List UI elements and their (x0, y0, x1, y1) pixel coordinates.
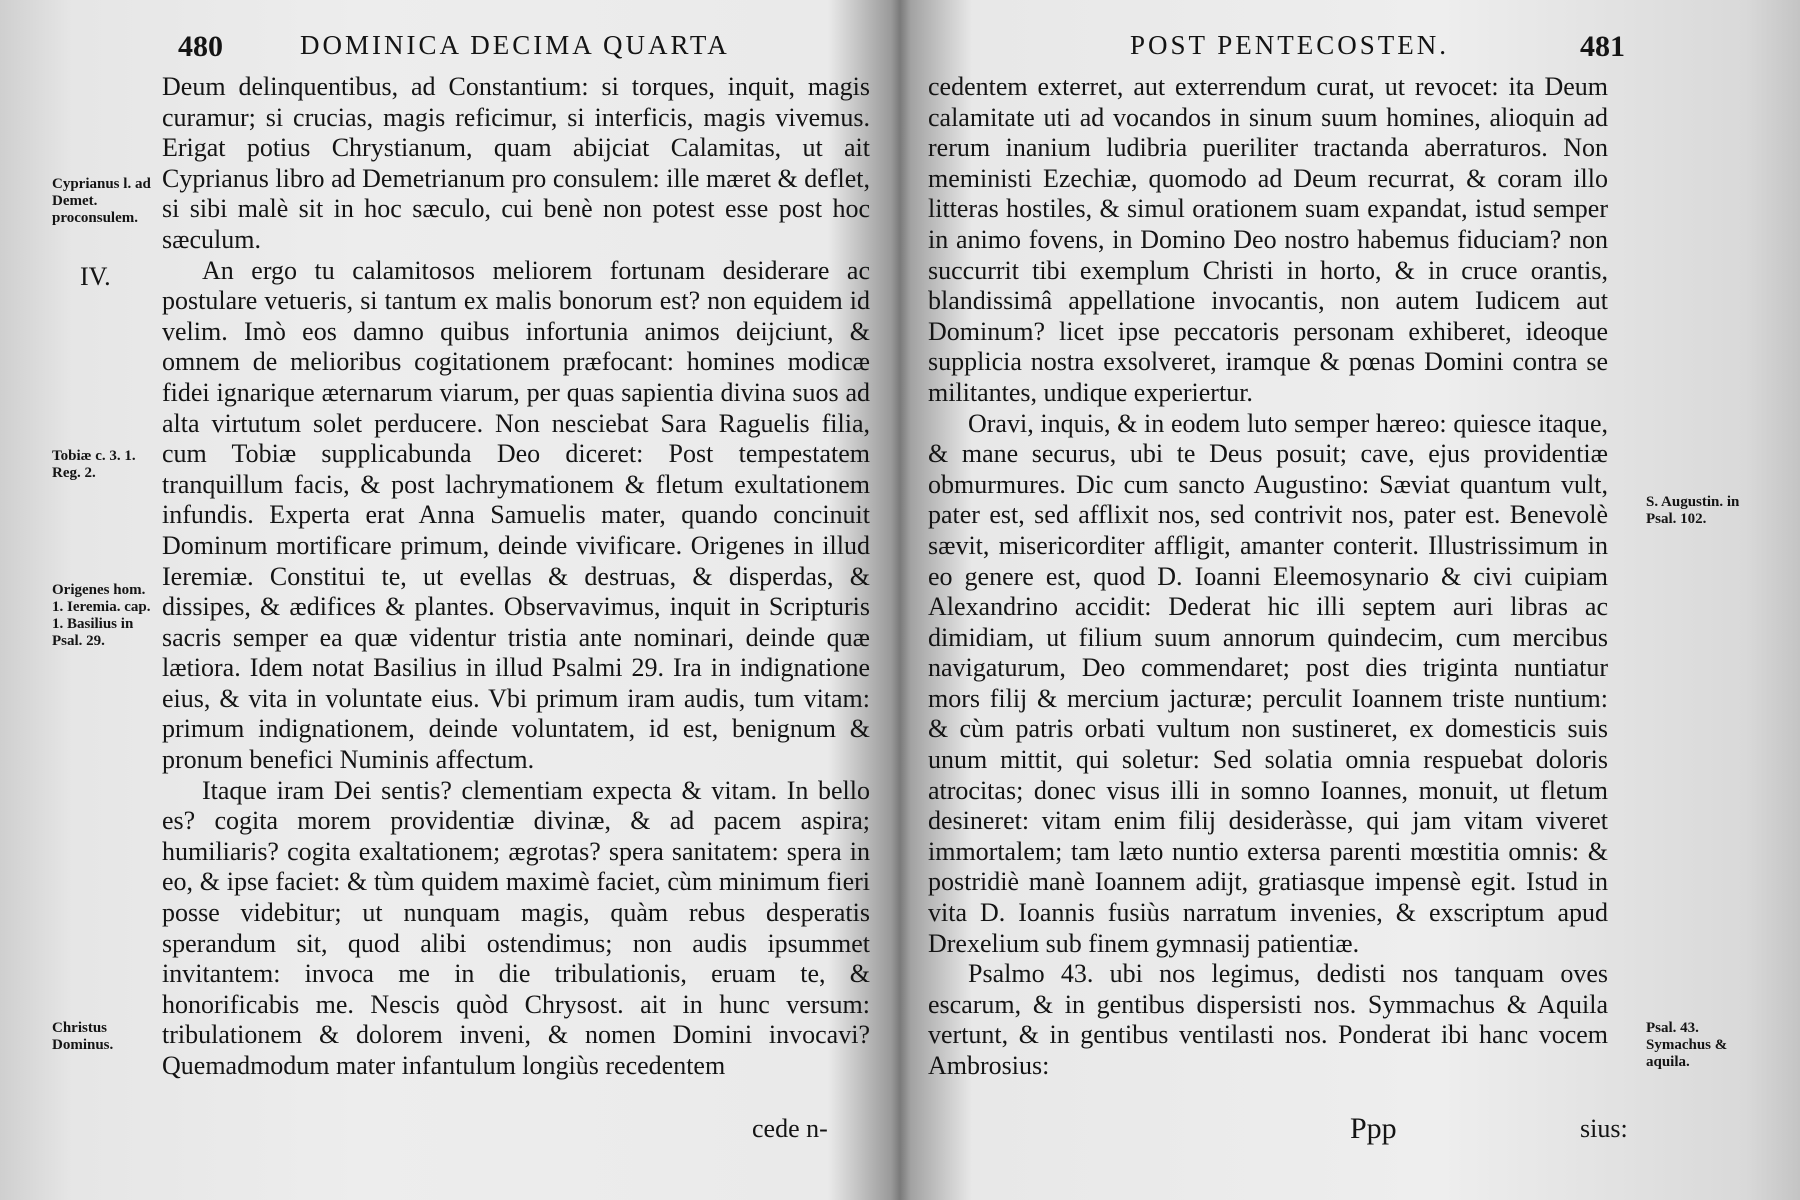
paragraph: An ergo tu calamitosos meliorem fortunam desiderare ac postulare vetueris, si tantum ex malis bonorum est? non equidem id velim. Imò eos damno quibus infortunia animos deijciunt, & omnem de melioribus cogitationem præfocant: homines modicæ fidei ignarique æternarum viarum, per quas sapientia divina suos ad alta virtutum solet perducere. Non nesciebat Sara Raguelis filia, cum Tobiæ supplicabunda Deo diceret: Post tempestatem tranquillum facis, & post lachrymationem & fletum exultationem infundis. Experta erat Anna Samuelis mater, quando concinuit Dominum mortificare primum, deinde vivificare. Origenes in illud Ieremiæ. Constitui te, ut evellas & destruas, & disperdas, & dissipes, & ædifices & plantes. Observavimus, inquit in Scripturis sacris semper ea quæ videntur tristia ante nominari, deinde quæ lætiora. Idem notat Basilius in illud Psalmi 29. Ira in indignatione eius, & vita in voluntate eius. Vbi primum iram audis, tum vitam: primum indignationem, deinde voluntatem, id est, benignum & pronum benefici Numinis affectum. (162, 255, 870, 775)
catchword: sius: (1580, 1114, 1628, 1143)
section-numeral: IV. (80, 262, 111, 291)
marginal-note: Tobiæ c. 3. 1. Reg. 2. (52, 448, 136, 481)
right-page-text (928, 72, 1608, 1082)
right-page (890, 0, 1800, 1200)
marginal-note: S. Augustin. in Psal. 102. (1646, 494, 1740, 527)
paragraph: Oravi, inquis, & in eodem luto semper hæreo: quiesce itaque, & mane securus, ubi te Deus posuit; cave, ejus providentiæ obmurmures. Dic cum sancto Augustino: Sæviat quantum vult, pater est, sed afflixit nos, sed contrivit nos, pater est. Benevolè sævit, misericorditer affligit, amanter conterit. Illustrissimum in eo genere est, quod D. Ioanni Eleemosynario & civi cuipiam Alexandrino accidit: Dederat hic illi septem auri libras ac dimidiam, ut filium suum annorum quindecim, cum mercibus navigaturum, Deo commendaret; post dies triginta nuntiatur mors filij & mercium jacturæ; perculit Ioannem triste nuntium: & cùm patris orbati vultum non sustineret, ex domesticis suis unum mittit, qui soletur: Sed solatia omnia respuebat doloris atrocitas; donec visus illi in somno Ioannes, monuit, ut fletum desineret: vitam enim filij desideràsse, qui jam vitam viveret immortalem; tam læto nuntio extersa parenti mœstitia omnis: & postridiè manè Ioannem adijt, gratiasque impensè egit. Istud in vita D. Ioannis fusiùs narratum invenies, & exscriptum apud Drexelium sub finem gymnasij patientiæ. (928, 408, 1608, 958)
left-page (0, 0, 890, 1200)
paragraph: Psalmo 43. ubi nos legimus, dedisti nos tanquam oves escarum, & in gentibus dispersisti nos. Symmachus & Aquila vertunt, & in gentibus ventilasti nos. Ponderat ibi hanc vocem Ambrosius: (928, 959, 1608, 1080)
paragraph: Itaque iram Dei sentis? clementiam expecta & vitam. In bello es? cogita morem providentiæ divinæ, & ad pacem aspira; humiliaris? cogita exaltationem; ægrotas? spera sanitatem: spera in eo, & ipse faciet: & tùm quidem maximè faciet, cùm minimum fieri posse videbitur; ut nunquam magis, quàm rebus desperatis sperandum sit, quod alibi ostendimus; non audis ipsummet invitantem: invoca me in die tribulationis, eruam te, & honorificabis me. Nescis quòd Chrysost. ait in hunc versum: tribulationem & dolorem inveni, & nomen Domini invocavi? Quemadmodum mater infantulum longiùs recedentem (162, 775, 870, 1080)
marginal-note: Cyprianus l. ad Demet. proconsulem. (52, 176, 151, 226)
marginal-note: Christus Dominus. (52, 1020, 114, 1053)
marginal-note: Psal. 43. Symachus & aquila. (1646, 1020, 1728, 1070)
paragraph: Deum delinquentibus, ad Constantium: si torques, inquit, magis curamur; si crucias, magis reficimur, si interficis, magis vivemus. Erigat potius Chrystianum, quam abijciat Calamitas, ut ait Cyprianus libro ad Demetrianum pro consulem: ille mæret & deflet, si sibi malè sit in hoc sæculo, cui benè non potest esse post hoc sæculum. (162, 72, 870, 254)
running-head: DOMINICA DECIMA QUARTA (300, 30, 730, 60)
page-number: 480 (178, 30, 223, 63)
page-number: 481 (1580, 30, 1625, 63)
marginal-note: Origenes hom. 1. Ieremia. cap. 1. Basilius in Psal. 29. (52, 582, 151, 649)
running-head: POST PENTECOSTEN. (1130, 30, 1450, 60)
left-page-text (162, 72, 870, 1082)
signature-mark: Ppp (1350, 1112, 1397, 1145)
catchword: cede n- (752, 1114, 828, 1143)
paragraph: cedentem exterret, aut exterrendum curat, ut revocet: ita Deum calamitate uti ad vocandos in sinum suum homines, alioquin ad rerum inanium ludibria pueriliter tractanda aberraturos. Non meministi Ezechiæ, quomodo ad Deum recurrat, & coram illo litteras hostiles, & simul orationem suam expandat, istud semper in animo fovens, in Domino Deo nostro habemus fiduciam? non succurrit tibi exemplum Christi in horto, & in cruce orantis, blandissimâ appellatione invocantis, non autem Iudicem aut Dominum? licet ipse peccatoris personam exhiberet, ideoque supplicia nostra exsolveret, iramque & pœnas Domini contra se militantes, undique experiertur. (928, 72, 1608, 407)
